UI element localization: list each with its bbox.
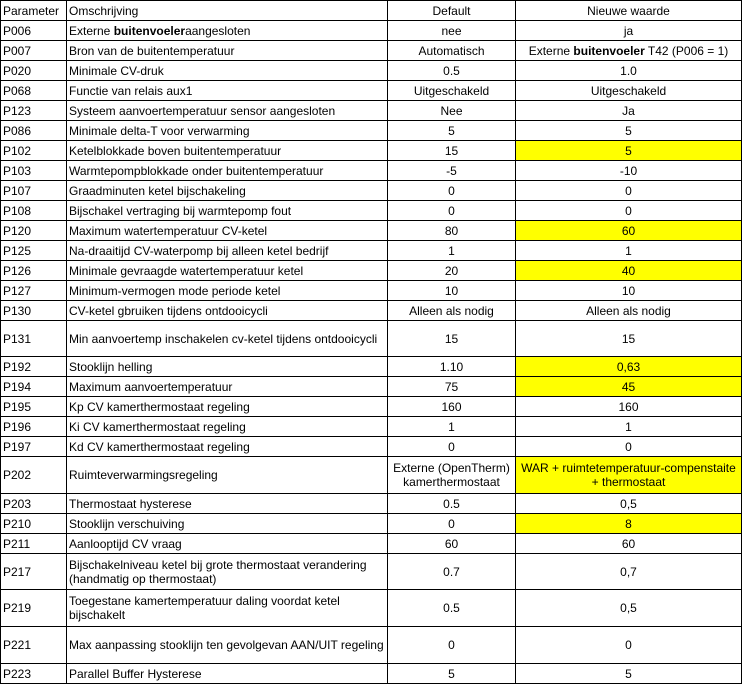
param-cell: P107 (1, 181, 67, 201)
new-value-cell-highlighted: 45 (516, 377, 742, 397)
table-row (1, 161, 742, 181)
default-cell: 60 (388, 534, 516, 554)
default-cell: 5 (388, 664, 516, 684)
new-value-cell: 160 (516, 397, 742, 417)
default-cell: Nee (388, 101, 516, 121)
table-row (1, 357, 742, 377)
description-cell: Functie van relais aux1 (67, 81, 388, 101)
header-description: Omschrijving (67, 1, 388, 21)
header-row (1, 1, 742, 21)
description-cell: Stooklijn helling (67, 357, 388, 377)
new-value-cell: Alleen als nodig (516, 301, 742, 321)
table-row (1, 281, 742, 301)
param-cell: P131 (1, 321, 67, 357)
new-value-cell-highlighted: 5 (516, 141, 742, 161)
default-cell: 10 (388, 281, 516, 301)
param-cell: P103 (1, 161, 67, 181)
description-cell: Systeem aanvoertemperatuur sensor aangesloten (67, 101, 388, 121)
header-parameter: Parameter (1, 1, 67, 21)
description-cell: Minimale delta-T voor verwarming (67, 121, 388, 141)
table-row (1, 534, 742, 554)
param-cell: P006 (1, 21, 67, 41)
table-row (1, 321, 742, 357)
param-cell: P223 (1, 664, 67, 684)
description-cell: Aanlooptijd CV vraag (67, 534, 388, 554)
new-value-text: Externe (528, 43, 574, 58)
description-cell: Minimum-vermogen mode periode ketel (67, 281, 388, 301)
new-value-cell: 1.0 (516, 61, 742, 81)
new-value-cell: -10 (516, 161, 742, 181)
description-cell: Toegestane kamertemperatuur daling voordat ketel bijschakelt (67, 590, 388, 627)
default-cell: 5 (388, 121, 516, 141)
table-row (1, 417, 742, 437)
description-text: Externe (69, 23, 114, 38)
header-new-value: Nieuwe waarde (516, 1, 742, 21)
table-row (1, 81, 742, 101)
default-cell: 15 (388, 321, 516, 357)
table-row (1, 437, 742, 457)
table-row (1, 590, 742, 627)
default-cell: -5 (388, 161, 516, 181)
new-value-cell (516, 21, 742, 41)
table-row (1, 241, 742, 261)
new-value-cell: 0 (516, 201, 742, 221)
table-row (1, 21, 742, 41)
param-cell: P196 (1, 417, 67, 437)
new-value-cell: 0 (516, 627, 742, 664)
default-cell: 0 (388, 514, 516, 534)
table-row (1, 101, 742, 121)
new-value-text: T42 (P006 = 1) (644, 43, 729, 58)
new-value-cell: 0 (516, 181, 742, 201)
new-value-text: ja (623, 23, 634, 38)
default-cell: Automatisch (388, 41, 516, 61)
table-row (1, 457, 742, 494)
default-cell: Externe (OpenTherm) kamerthermostaat (388, 457, 516, 494)
default-cell: 0 (388, 437, 516, 457)
new-value-cell: 0 (516, 437, 742, 457)
default-cell: 160 (388, 397, 516, 417)
description-cell: Warmtepompblokkade onder buitentemperatuur (67, 161, 388, 181)
param-cell: P102 (1, 141, 67, 161)
new-value-cell: 1 (516, 417, 742, 437)
description-bold-text: buitenvoeler (113, 23, 186, 38)
new-value-cell: Uitgeschakeld (516, 81, 742, 101)
default-cell: 0 (388, 181, 516, 201)
description-cell: Thermostaat hysterese (67, 494, 388, 514)
default-cell: 75 (388, 377, 516, 397)
table-row (1, 221, 742, 241)
description-cell: Minimale CV-druk (67, 61, 388, 81)
description-cell: Max aanpassing stooklijn ten gevolgevan AAN/UIT regeling (67, 627, 388, 664)
table-row (1, 397, 742, 417)
param-cell: P086 (1, 121, 67, 141)
description-cell: Stooklijn verschuiving (67, 514, 388, 534)
description-cell: Ketelblokkade boven buitentemperatuur (67, 141, 388, 161)
new-value-cell: 0,5 (516, 494, 742, 514)
default-cell: Uitgeschakeld (388, 81, 516, 101)
param-cell: P127 (1, 281, 67, 301)
new-value-bold-text: buitenvoeler (573, 43, 645, 58)
default-cell: 1.10 (388, 357, 516, 377)
param-cell: P125 (1, 241, 67, 261)
new-value-cell-highlighted: 60 (516, 221, 742, 241)
table-row (1, 627, 742, 664)
new-value-cell-highlighted: 8 (516, 514, 742, 534)
param-cell: P123 (1, 101, 67, 121)
description-cell: Bron van de buitentemperatuur (67, 41, 388, 61)
default-cell: 1 (388, 417, 516, 437)
description-cell (67, 21, 388, 41)
default-cell: 0 (388, 627, 516, 664)
table-row (1, 377, 742, 397)
param-cell: P192 (1, 357, 67, 377)
param-cell: P197 (1, 437, 67, 457)
new-value-cell: 60 (516, 534, 742, 554)
default-cell: 1 (388, 241, 516, 261)
new-value-cell: 10 (516, 281, 742, 301)
description-cell: Ki CV kamerthermostaat regeling (67, 417, 388, 437)
param-cell: P211 (1, 534, 67, 554)
param-cell: P217 (1, 554, 67, 590)
param-cell: P126 (1, 261, 67, 281)
description-cell: Maximum aanvoertemperatuur (67, 377, 388, 397)
description-cell: Kd CV kamerthermostaat regeling (67, 437, 388, 457)
description-cell: Parallel Buffer Hysterese (67, 664, 388, 684)
param-cell: P007 (1, 41, 67, 61)
table-row (1, 121, 742, 141)
description-cell: Ruimteverwarmingsregeling (67, 457, 388, 494)
param-cell: P068 (1, 81, 67, 101)
table-row (1, 554, 742, 590)
new-value-cell: Ja (516, 101, 742, 121)
table-row (1, 201, 742, 221)
param-cell: P210 (1, 514, 67, 534)
table-row (1, 301, 742, 321)
param-cell: P219 (1, 590, 67, 627)
default-cell: 80 (388, 221, 516, 241)
default-cell: nee (388, 21, 516, 41)
table-row (1, 41, 742, 61)
new-value-cell-highlighted: WAR + ruimtetemperatuur-compenstaite + thermostaat (516, 457, 742, 494)
new-value-cell: 15 (516, 321, 742, 357)
table-row (1, 514, 742, 534)
table-row (1, 261, 742, 281)
param-cell: P202 (1, 457, 67, 494)
default-cell: Alleen als nodig (388, 301, 516, 321)
default-cell: 0 (388, 201, 516, 221)
header-default: Default (388, 1, 516, 21)
param-cell: P108 (1, 201, 67, 221)
table-row (1, 181, 742, 201)
description-cell: Bijschakel vertraging bij warmtepomp fout (67, 201, 388, 221)
param-cell: P203 (1, 494, 67, 514)
new-value-cell-highlighted: 40 (516, 261, 742, 281)
table-row (1, 141, 742, 161)
description-cell: Bijschakelniveau ketel bij grote thermostaat verandering (handmatig op thermostaat) (67, 554, 388, 590)
default-cell: 20 (388, 261, 516, 281)
description-cell: CV-ketel gbruiken tijdens ontdooicycli (67, 301, 388, 321)
param-cell: P130 (1, 301, 67, 321)
description-cell: Minimale gevraagde watertemperatuur ketel (67, 261, 388, 281)
default-cell: 0.5 (388, 590, 516, 627)
default-cell: 0.7 (388, 554, 516, 590)
table-row (1, 61, 742, 81)
param-cell: P221 (1, 627, 67, 664)
description-cell: Maximum watertemperatuur CV-ketel (67, 221, 388, 241)
description-text: aangesloten (185, 23, 251, 38)
description-cell: Min aanvoertemp inschakelen cv-ketel tijdens ontdooicycli (67, 321, 388, 357)
new-value-cell: 1 (516, 241, 742, 261)
new-value-cell: 5 (516, 121, 742, 141)
new-value-cell-highlighted: 0,63 (516, 357, 742, 377)
new-value-cell: 0,5 (516, 590, 742, 627)
default-cell: 0.5 (388, 61, 516, 81)
table-row (1, 664, 742, 684)
description-cell: Na-draaitijd CV-waterpomp bij alleen ketel bedrijf (67, 241, 388, 261)
table-row (1, 494, 742, 514)
new-value-cell: 5 (516, 664, 742, 684)
new-value-cell (516, 41, 742, 61)
new-value-cell: 0,7 (516, 554, 742, 590)
default-cell: 15 (388, 141, 516, 161)
default-cell: 0.5 (388, 494, 516, 514)
param-cell: P194 (1, 377, 67, 397)
param-cell: P020 (1, 61, 67, 81)
description-cell: Graadminuten ketel bijschakeling (67, 181, 388, 201)
param-cell: P120 (1, 221, 67, 241)
description-cell: Kp CV kamerthermostaat regeling (67, 397, 388, 417)
param-cell: P195 (1, 397, 67, 417)
